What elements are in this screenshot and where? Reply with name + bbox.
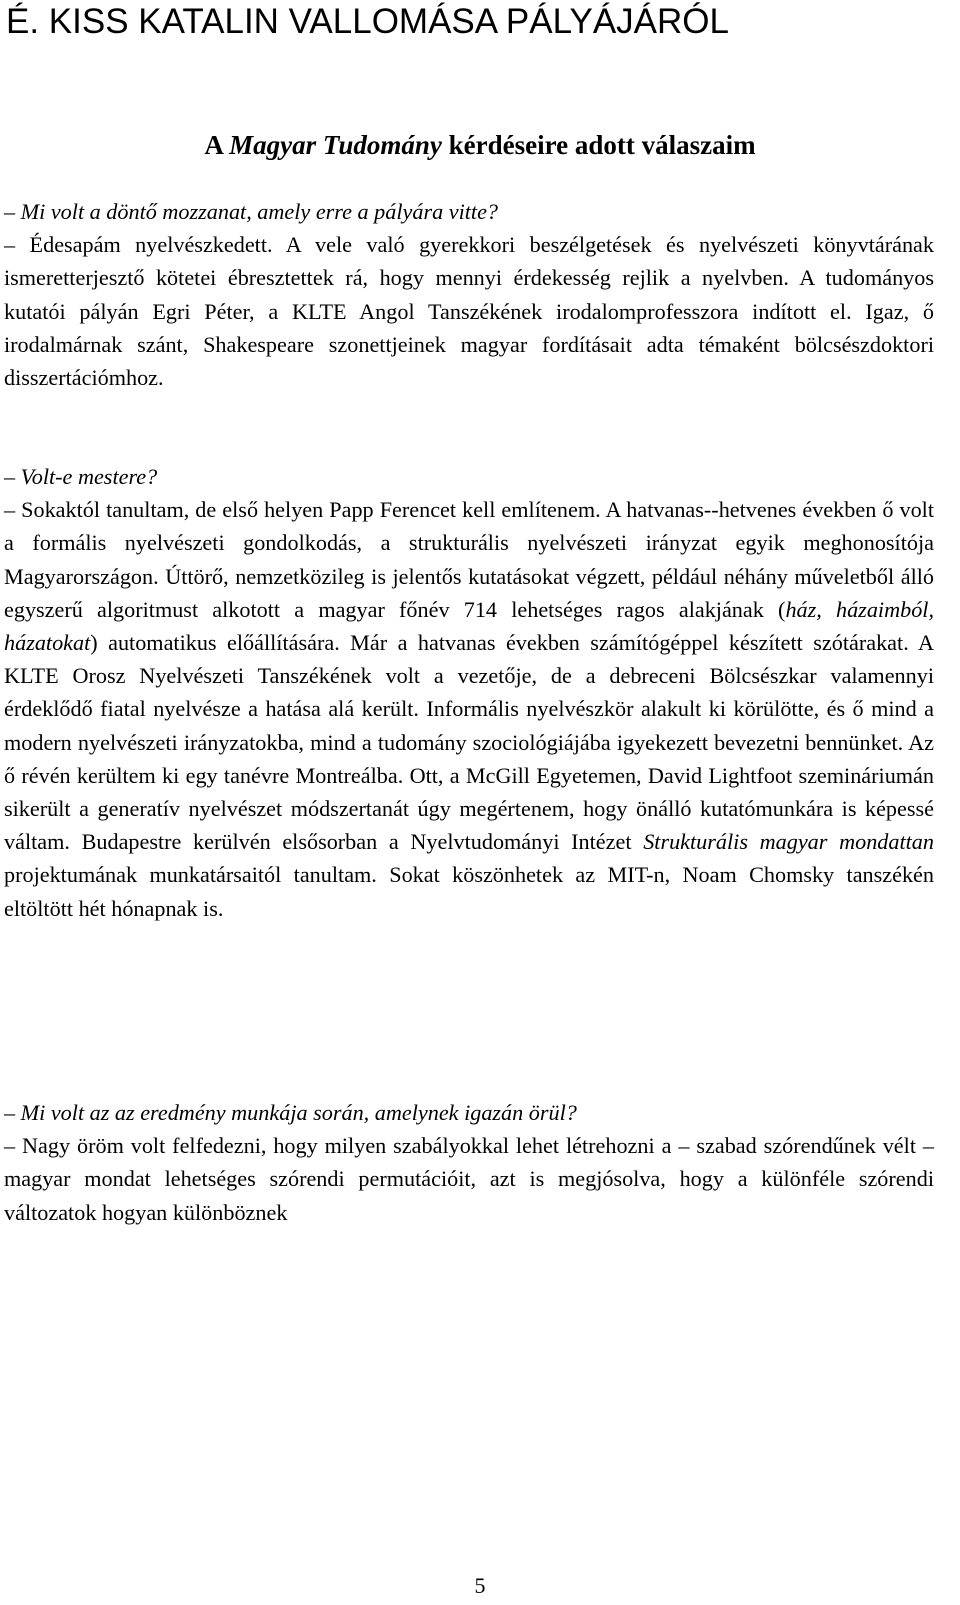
answer-1: – Édesapám nyelvészkedett. A vele való gyerekkori beszélgetések és nyelvészeti könyvtárának ismeretterjesztő kötetei ébresztettek rá, hogy mennyi érdekesség rejlik a nyelvben. A tudományos kutatói pályán Egri Péter, a KLTE Angol Tanszékének irodalomprofesszora indított el. Igaz, ő irodalmárnak szánt, Shakespeare szonettjeinek magyar fordításait adta témaként bölcsészdoktori disszertációmhoz.: [4, 232, 934, 391]
answer-2-part-a: – Sokaktól tanultam, de első helyen Papp Ferencet kell említenem. A hatvanas--hetvenes években ő volt a formális nyelvészeti gondolkodás, a strukturális nyelvészeti irányzat egyik meghonosítója Magyarországon. Úttörő, nemzetközileg is jelentős kutatásokat végzett, például néhány műveletből álló egyszerű algoritmust alkotott a magyar főnév 714 lehetséges ragos alakjának (: [4, 497, 934, 622]
question-3: – Mi volt az az eredmény munkája során, amelynek igazán örül?: [4, 1100, 577, 1125]
answer-2-part-c: projektumának munkatársaitól tanultam. Sokat köszönhetek az MIT-n, Noam Chomsky tanszékén eltöltött hét hónapnak is.: [4, 862, 934, 921]
page-number: 5: [474, 1573, 486, 1598]
answer-2: [4, 493, 934, 925]
qa-block-3: [4, 1096, 934, 1229]
subtitle-prefix: A: [204, 130, 230, 160]
question-2: – Volt-e mestere?: [4, 464, 158, 489]
qa-block-2: [4, 460, 934, 925]
subtitle-suffix: kérdéseire adott válaszaim: [441, 130, 756, 160]
qa-block-1: [4, 195, 934, 394]
document-title: É. KISS KATALIN VALLOMÁSA PÁLYÁJÁRÓL: [6, 2, 729, 41]
answer-2-examples: ház, házaimból, házatokat: [4, 596, 935, 656]
answer-2-project-title: Strukturális magyar mondattan: [643, 829, 934, 855]
subtitle: [0, 128, 960, 162]
question-1: – Mi volt a döntő mozzanat, amely erre a pályára vitte?: [4, 199, 499, 224]
answer-2-part-b: ) automatikus előállítására. Már a hatvanas években számítógéppel készített szótárakat. A KLTE Orosz Nyelvészeti Tanszékének volt a vezetője, de a debreceni Bölcsészkar valamennyi érdeklődő fiatal nyelvésze a hatása alá került. Informális nyelvészkör alakult ki körülötte, és ő mind a modern nyelvészeti irányzatokba, mind a tudomány szociológiájába igyekezett bevezetni bennünket. Az ő révén kerültem ki egy tanévre Montreálba. Ott, a McGill Egyetemen, David Lightfoot szemináriumán sikerült a generatív nyelvészet módszertanát úgy megértenem, hogy önálló kutatómunkára is képessé váltam. Budapestre kerülvén elsősorban a Nyelvtudományi Intézet: [4, 630, 934, 855]
journal-name: Magyar Tudomány: [229, 130, 442, 160]
answer-3: – Nagy öröm volt felfedezni, hogy milyen szabályokkal lehet létrehozni a – szabad szórendűnek vélt – magyar mondat lehetséges szórendi permutációit, azt is megjósolva, hogy a különféle szórendi változatok hogyan különböznek: [4, 1133, 934, 1225]
